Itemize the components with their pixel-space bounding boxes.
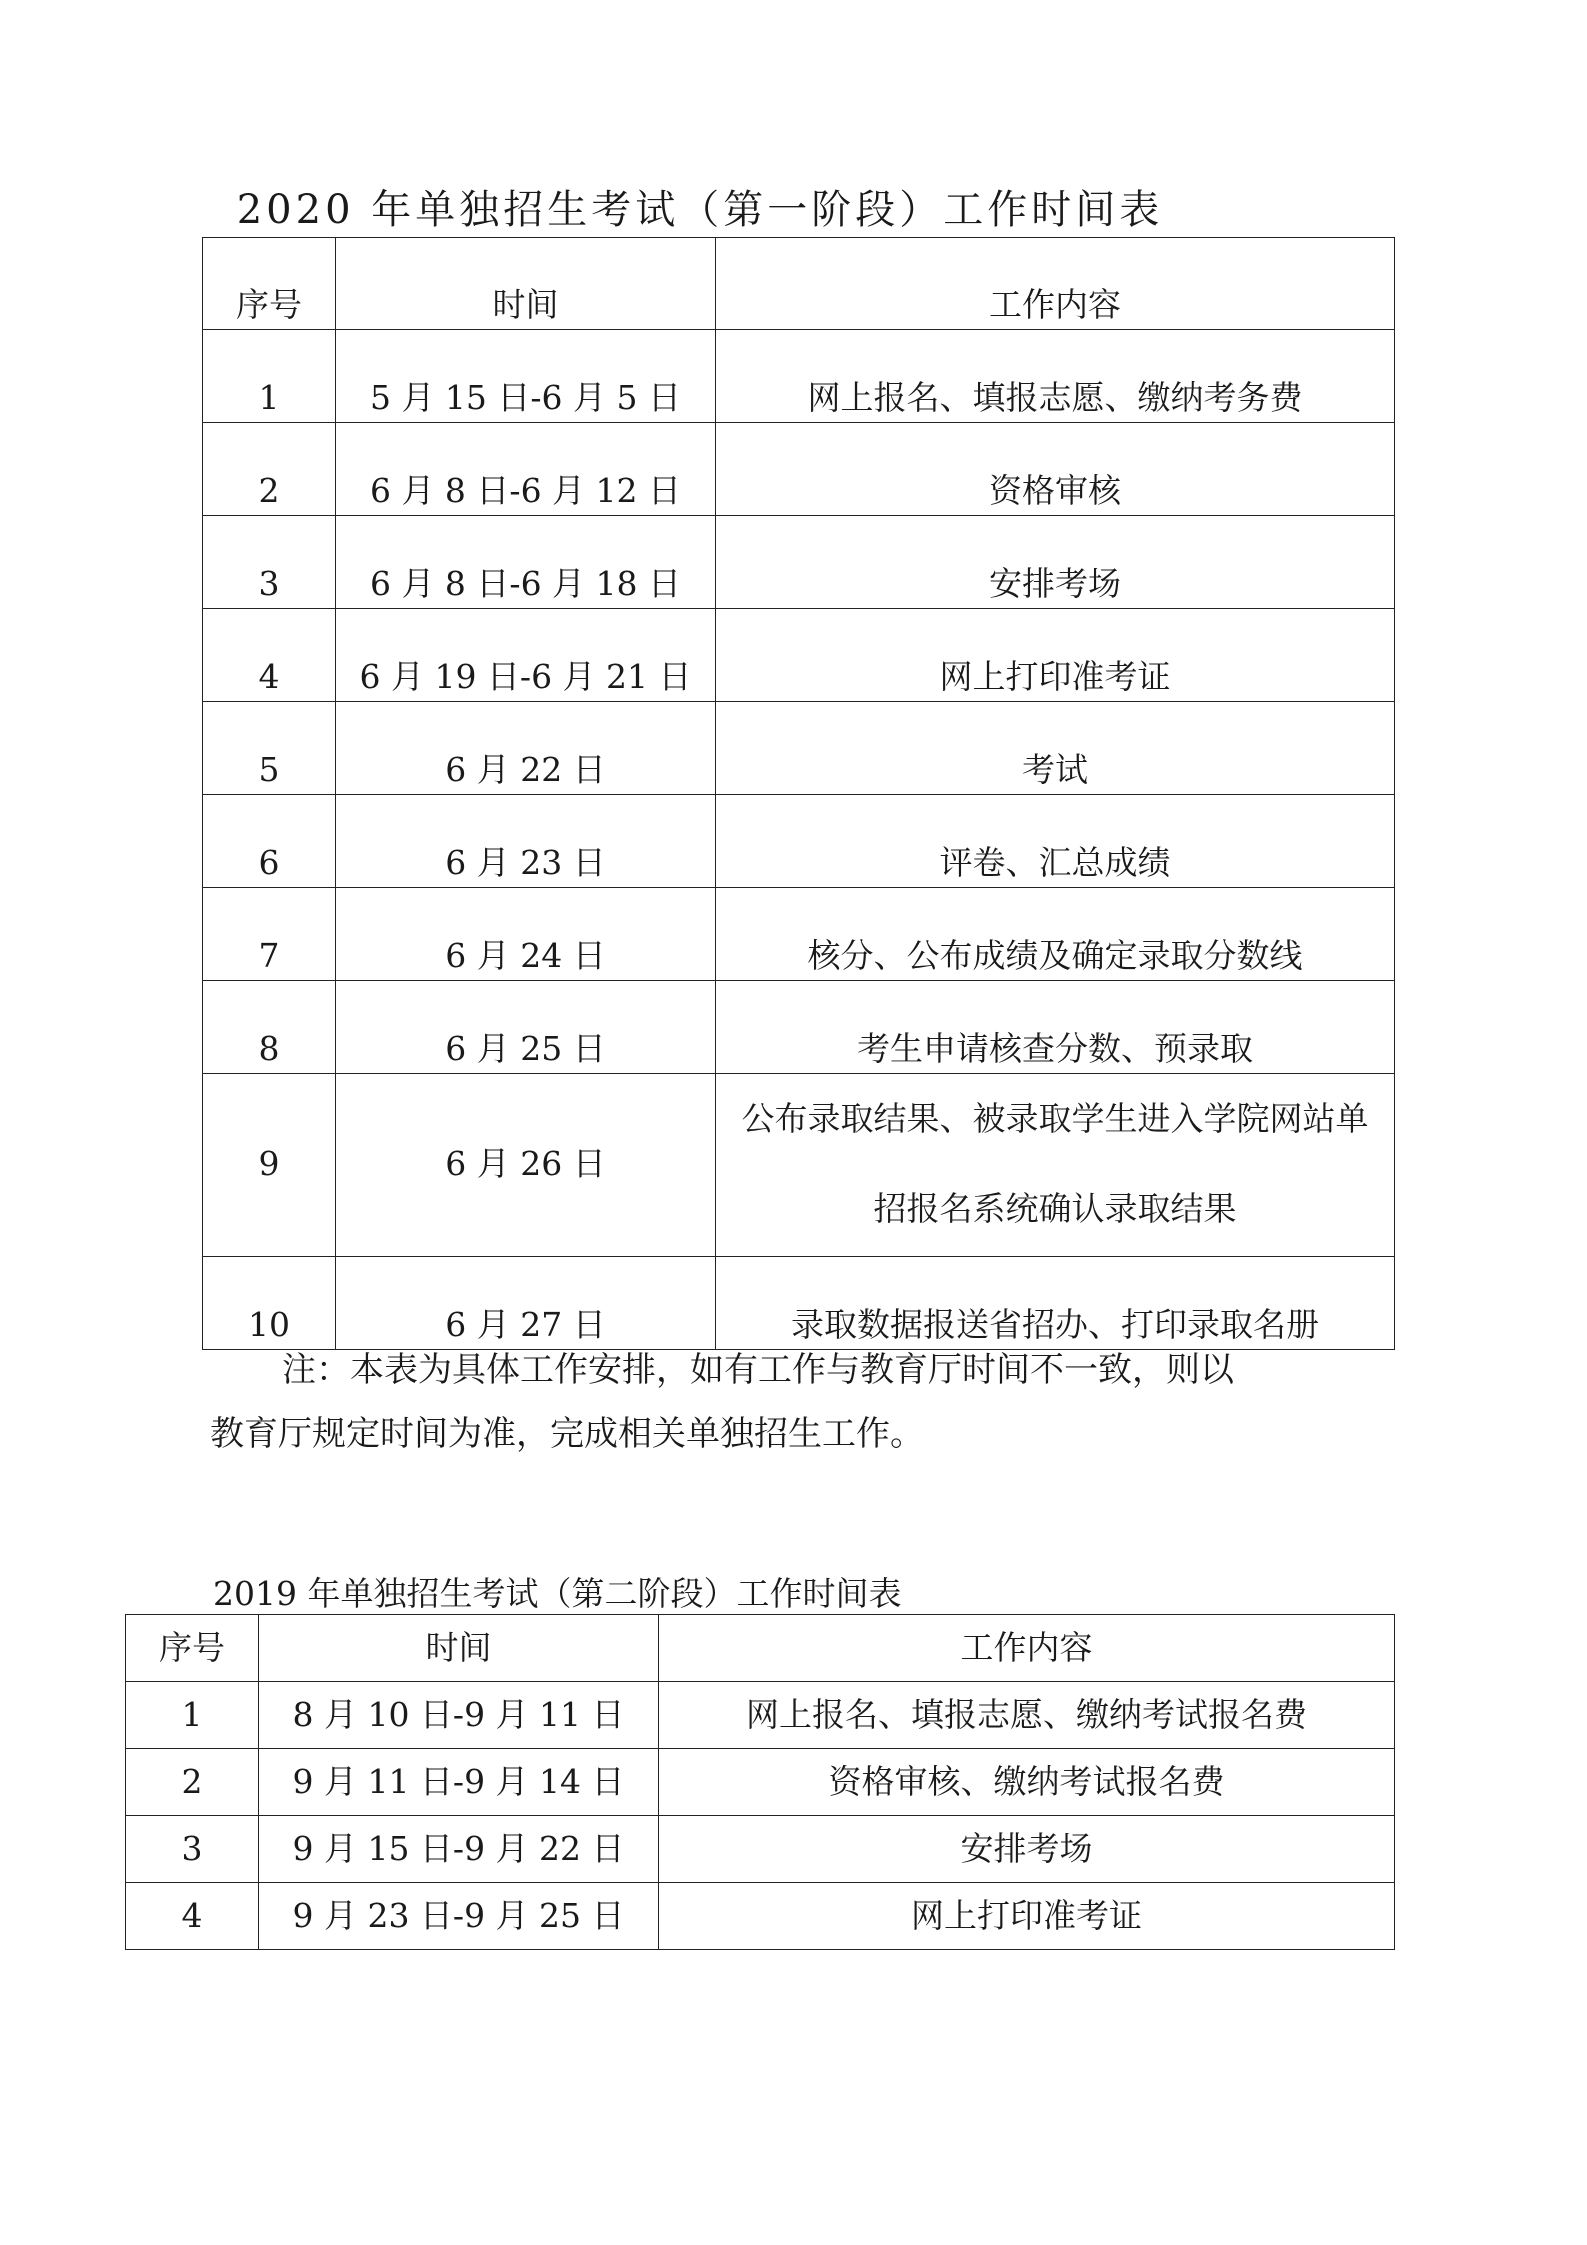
row-no: 4 [203,609,336,702]
row-content: 考试 [716,702,1395,795]
note-line-2: 教育厅规定时间为准，完成相关单独招生工作。 [210,1414,924,1454]
row-no: 5 [203,702,336,795]
table-row [203,330,1395,423]
row-no: 4 [126,1883,259,1950]
row-content: 评卷、汇总成绩 [716,795,1395,888]
table-row [203,981,1395,1074]
row-time: 6 月 22 日 [336,702,716,795]
row-no: 2 [126,1749,259,1816]
row-time: 9 月 23 日-9 月 25 日 [259,1883,659,1950]
row-content: 资格审核、缴纳考试报名费 [659,1749,1395,1816]
table-row [203,888,1395,981]
row-time: 9 月 15 日-9 月 22 日 [259,1816,659,1883]
section-title-2019: 2019 年单独招生考试（第二阶段）工作时间表 [213,1574,902,1613]
row-no: 10 [203,1257,336,1350]
schedule-table-2019 [125,1614,1395,1950]
row-content: 安排考场 [716,516,1395,609]
row-no: 3 [203,516,336,609]
table-row [203,702,1395,795]
row-content: 网上报名、填报志愿、缴纳考务费 [716,330,1395,423]
row-content: 录取数据报送省招办、打印录取名册 [716,1257,1395,1350]
row-time: 6 月 23 日 [336,795,716,888]
table-row [126,1883,1395,1950]
row-content: 考生申请核查分数、预录取 [716,981,1395,1074]
table-row [126,1749,1395,1816]
row-time: 6 月 27 日 [336,1257,716,1350]
table-row [126,1816,1395,1883]
row-content: 网上打印准考证 [716,609,1395,702]
row-no: 1 [203,330,336,423]
row-time: 6 月 25 日 [336,981,716,1074]
row-no: 3 [126,1816,259,1883]
table-row [203,1074,1395,1257]
row-no: 6 [203,795,336,888]
note-line-1: 注：本表为具体工作安排，如有工作与教育厅时间不一致，则以 [282,1350,1234,1390]
page-title: 2020 年单独招生考试（第一阶段）工作时间表 [236,187,1164,233]
table-row [203,516,1395,609]
row-content: 网上报名、填报志愿、缴纳考试报名费 [659,1682,1395,1749]
header-cell-time: 时间 [336,238,716,330]
row-time: 6 月 8 日-6 月 12 日 [336,423,716,516]
table-row [203,609,1395,702]
row-content: 安排考场 [659,1816,1395,1883]
row-no: 1 [126,1682,259,1749]
row-content: 核分、公布成绩及确定录取分数线 [716,888,1395,981]
row-time: 6 月 24 日 [336,888,716,981]
header-cell-time: 时间 [259,1615,659,1682]
row-time: 6 月 26 日 [336,1074,716,1257]
row-content: 公布录取结果、被录取学生进入学院网站单招报名系统确认录取结果 [716,1074,1395,1257]
header-cell-no: 序号 [203,238,336,330]
table-header-row [126,1615,1395,1682]
table-note [210,1338,1410,1466]
schedule-table-2020 [202,237,1395,1350]
row-content: 网上打印准考证 [659,1883,1395,1950]
header-cell-content: 工作内容 [716,238,1395,330]
row-time: 5 月 15 日-6 月 5 日 [336,330,716,423]
table-row [203,423,1395,516]
header-cell-no: 序号 [126,1615,259,1682]
row-no: 2 [203,423,336,516]
table-row [203,1257,1395,1350]
row-time: 6 月 8 日-6 月 18 日 [336,516,716,609]
row-no: 9 [203,1074,336,1257]
table-row [126,1682,1395,1749]
header-cell-content: 工作内容 [659,1615,1395,1682]
row-no: 8 [203,981,336,1074]
row-time: 8 月 10 日-9 月 11 日 [259,1682,659,1749]
table-row [203,795,1395,888]
row-no: 7 [203,888,336,981]
table-header-row [203,238,1395,330]
row-content: 资格审核 [716,423,1395,516]
row-time: 6 月 19 日-6 月 21 日 [336,609,716,702]
row-time: 9 月 11 日-9 月 14 日 [259,1749,659,1816]
